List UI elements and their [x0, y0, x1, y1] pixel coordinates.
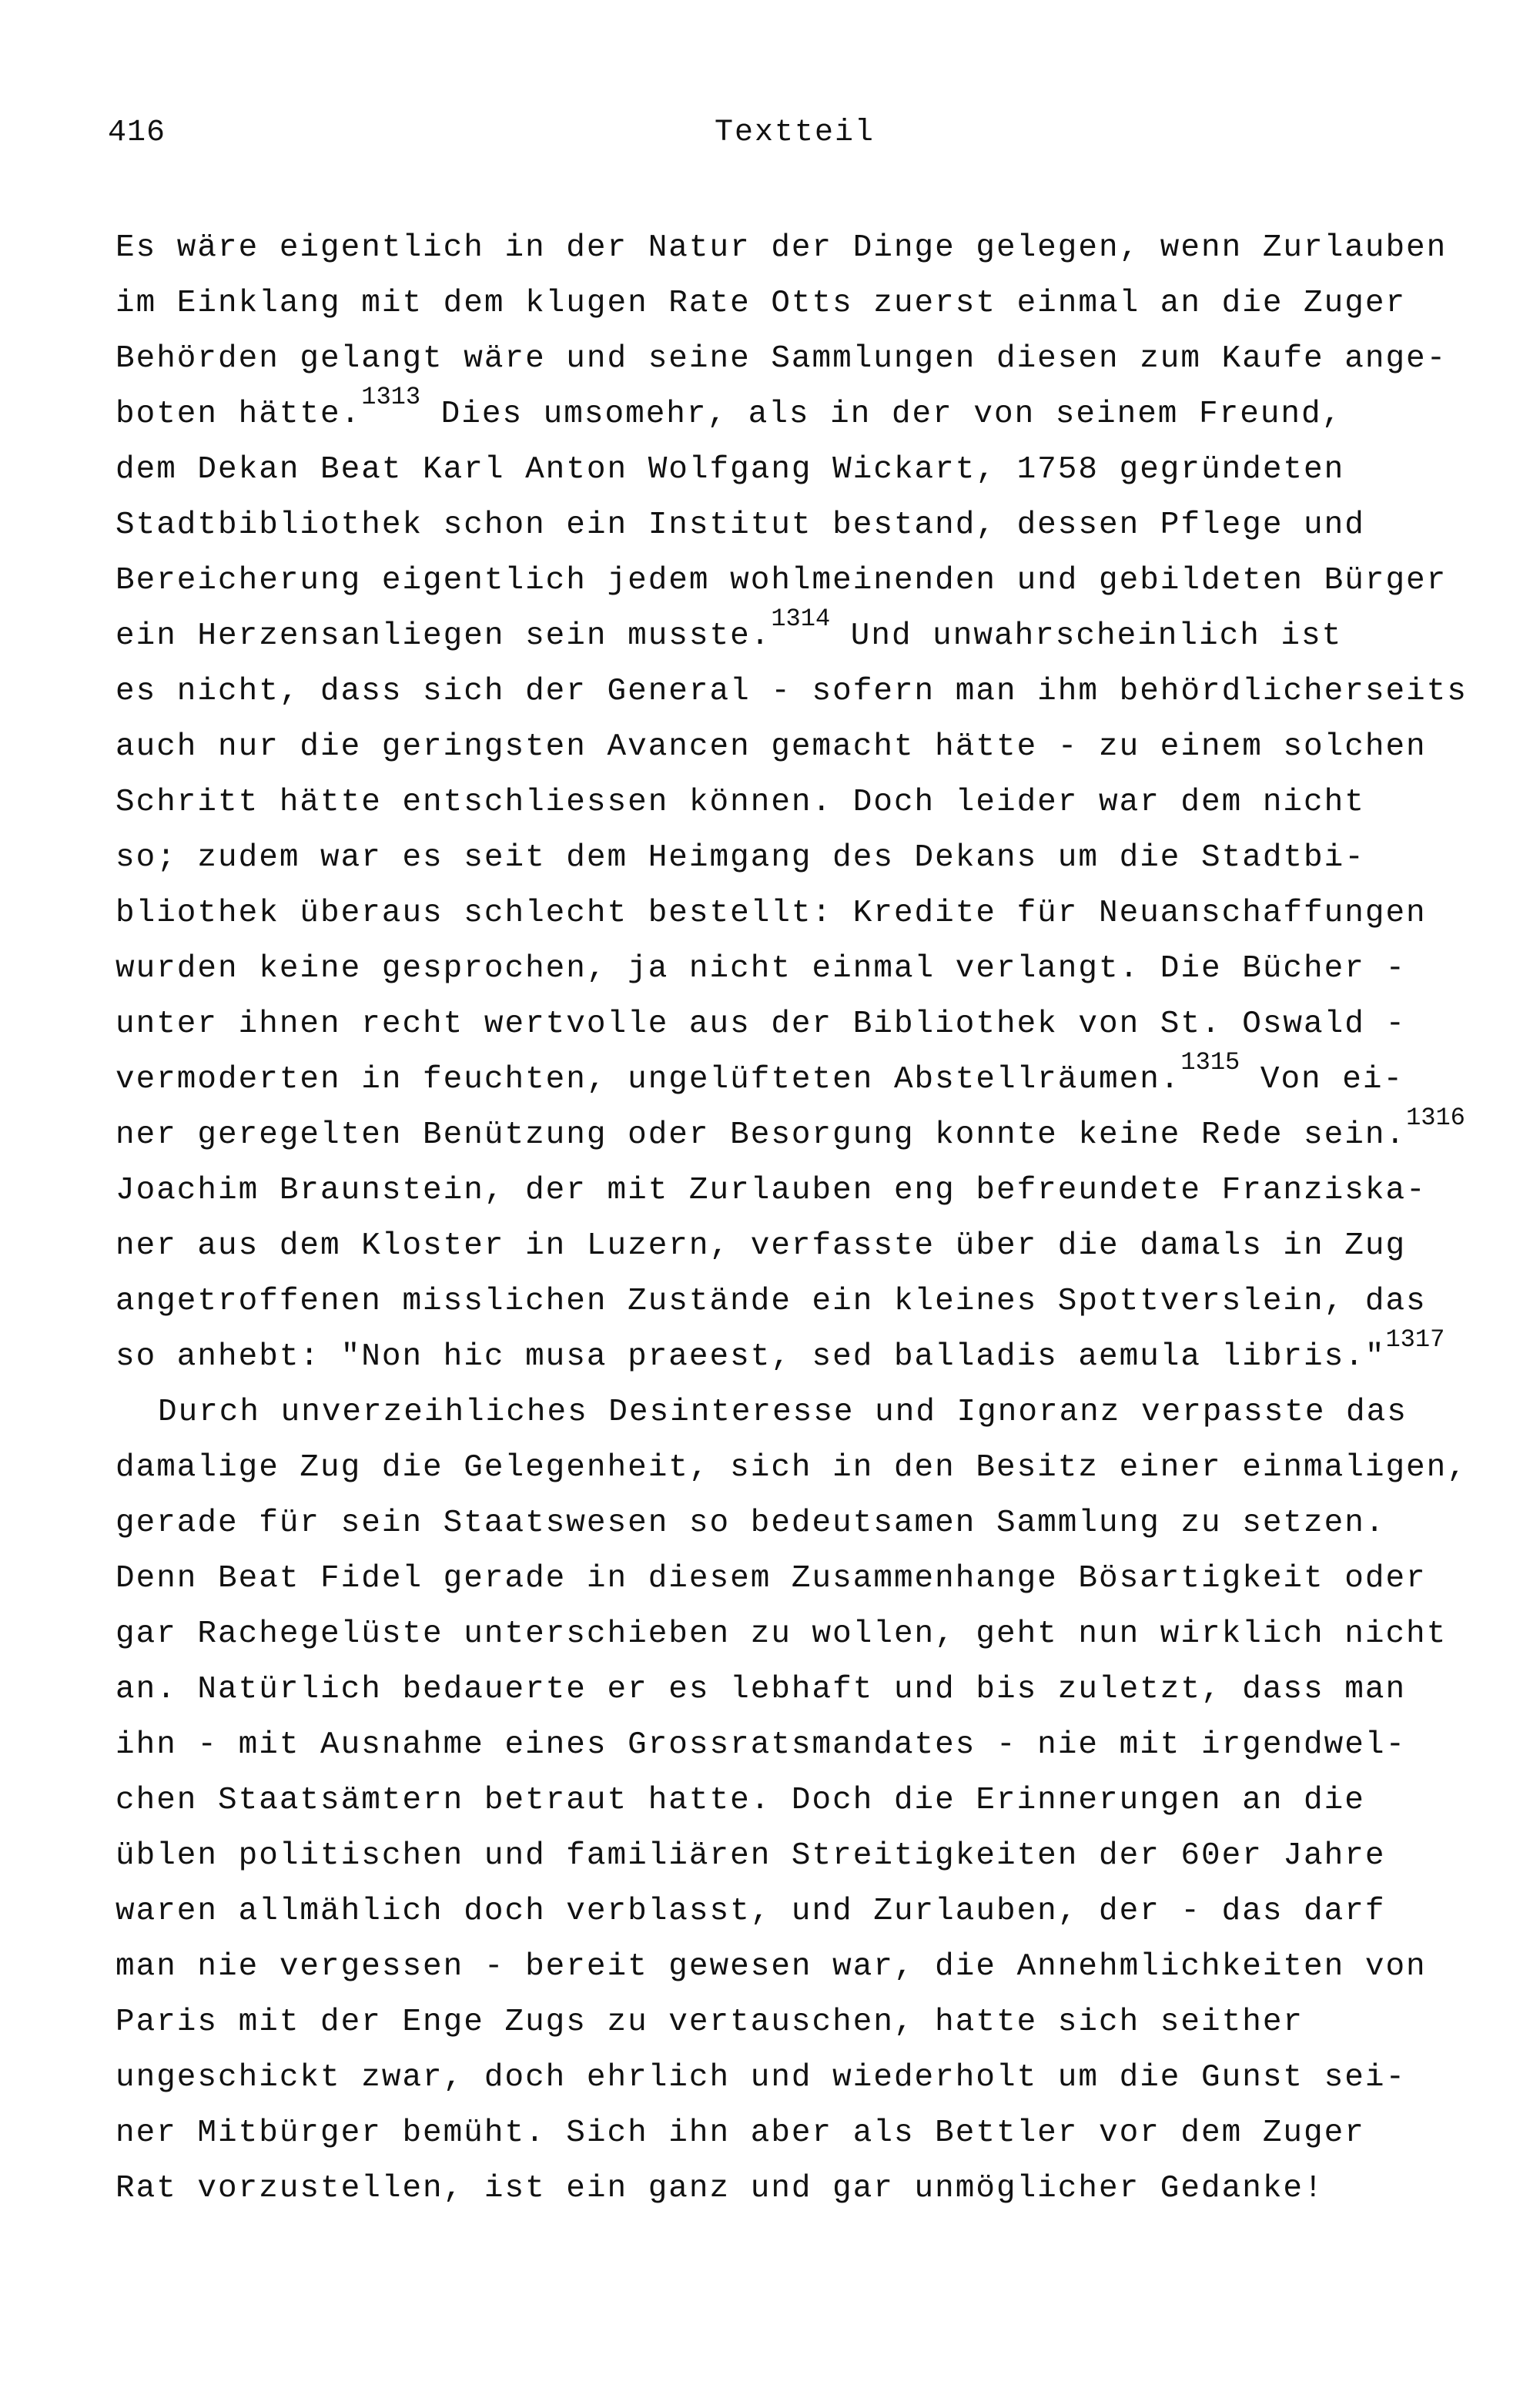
page-number: 416: [108, 116, 166, 150]
text-segment: im Einklang mit dem klugen Rate Otts zuerst einmal an die Zuger: [116, 286, 1407, 321]
text-line: [116, 941, 1517, 997]
text-segment: gerade für sein Staatswesen so bedeutsamen Sammlung zu setzen.: [116, 1506, 1386, 1541]
footnote-reference: 1317: [1385, 1325, 1445, 1354]
text-line: [116, 442, 1517, 497]
text-segment: es nicht, dass sich der General - sofern man ihm behördlicherseits: [116, 674, 1468, 709]
text-line: [116, 775, 1517, 830]
text-line: [116, 830, 1517, 886]
text-segment: chen Staatsämtern betraut hatte. Doch die Erinnerungen an die: [116, 1783, 1365, 1818]
text-line: [116, 1163, 1517, 1218]
text-segment: ner Mitbürger bemüht. Sich ihn aber als Bettler vor dem Zuger: [116, 2115, 1365, 2151]
text-line: [116, 1995, 1517, 2050]
text-line: [116, 1440, 1517, 1496]
text-segment: damalige Zug die Gelegenheit, sich in den Besitz einer einmaligen,: [116, 1450, 1468, 1486]
text-line: [116, 2161, 1517, 2216]
text-line: [116, 1884, 1517, 1939]
text-segment: Denn Beat Fidel gerade in diesem Zusammenhange Bösartigkeit oder: [116, 1561, 1427, 1596]
text-segment: ihn - mit Ausnahme eines Grossratsmandates - nie mit irgendwel-: [116, 1727, 1407, 1763]
text-segment: dem Dekan Beat Karl Anton Wolfgang Wickart, 1758 gegründeten: [116, 452, 1345, 487]
text-segment: an. Natürlich bedauerte er es lebhaft und bis zuletzt, dass man: [116, 1672, 1407, 1707]
text-line: [116, 497, 1517, 553]
text-segment: angetroffenen misslichen Zustände ein kleines Spottverslein, das: [116, 1284, 1427, 1319]
text-segment: Behörden gelangt wäre und seine Sammlungen diesen zum Kaufe ange-: [116, 341, 1448, 377]
text-segment: Paris mit der Enge Zugs zu vertauschen, hatte sich seither: [116, 2005, 1304, 2040]
footnote-reference: 1315: [1180, 1048, 1240, 1077]
text-segment: ein Herzensanliegen sein musste.: [116, 618, 772, 654]
text-line: [116, 1218, 1517, 1274]
text-segment: bliothek überaus schlecht bestellt: Kredite für Neuanschaffungen: [116, 896, 1427, 931]
text-line: [116, 1048, 1517, 1107]
text-line: [116, 220, 1517, 276]
footnote-reference: 1314: [771, 605, 831, 633]
text-line: [116, 1385, 1517, 1440]
text-segment: Durch unverzeihliches Desinteresse und Ignoranz verpasste das: [158, 1395, 1408, 1430]
footnote-reference: 1313: [361, 383, 421, 411]
text-line: [116, 1939, 1517, 1995]
text-line: [116, 997, 1517, 1052]
text-segment: ungeschickt zwar, doch ehrlich und wiederholt um die Gunst sei-: [116, 2060, 1407, 2095]
text-line: [116, 1496, 1517, 1551]
text-line: [116, 2050, 1517, 2105]
text-line: [116, 664, 1517, 719]
text-segment: Joachim Braunstein, der mit Zurlauben eng befreundete Franziska-: [116, 1173, 1427, 1208]
text-segment: so anhebt: "Non hic musa praeest, sed balladis aemula libris.": [116, 1339, 1386, 1375]
text-line: [116, 1551, 1517, 1606]
text-segment: ner geregelten Benützung oder Besorgung konnte keine Rede sein.: [116, 1117, 1407, 1153]
text-segment: Dies umsomehr, als in der von seinem Freund,: [420, 397, 1343, 432]
text-line: [116, 1662, 1517, 1717]
text-line: [116, 2105, 1517, 2161]
text-segment: Von ei-: [1240, 1062, 1404, 1097]
text-line: [116, 276, 1517, 331]
text-line: [116, 1717, 1517, 1773]
text-segment: Stadtbibliothek schon ein Institut bestand, dessen Pflege und: [116, 507, 1365, 543]
text-line: [116, 1828, 1517, 1884]
text-segment: üblen politischen und familiären Streitigkeiten der 60er Jahre: [116, 1838, 1386, 1874]
text-segment: vermoderten in feuchten, ungelüfteten Abstellräumen.: [116, 1062, 1181, 1097]
text-segment: ner aus dem Kloster in Luzern, verfasste über die damals in Zug: [116, 1228, 1407, 1264]
text-line: [116, 383, 1517, 442]
running-head: Textteil: [715, 116, 875, 150]
text-line: [116, 1325, 1517, 1385]
text-line: [116, 1606, 1517, 1662]
text-line: [116, 1274, 1517, 1329]
text-segment: Bereicherung eigentlich jedem wohlmeinenden und gebildeten Bürger: [116, 563, 1448, 598]
body-text: [116, 220, 1517, 2216]
text-line: [116, 1773, 1517, 1828]
text-segment: man nie vergessen - bereit gewesen war, die Annehmlichkeiten von: [116, 1949, 1427, 1985]
text-line: [116, 1104, 1517, 1163]
text-segment: Rat vorzustellen, ist ein ganz und gar unmöglicher Gedanke!: [116, 2171, 1324, 2206]
text-segment: Es wäre eigentlich in der Natur der Dinge gelegen, wenn Zurlauben: [116, 230, 1448, 266]
text-segment: gar Rachegelüste unterschieben zu wollen, geht nun wirklich nicht: [116, 1616, 1448, 1652]
text-line: [116, 331, 1517, 387]
text-segment: waren allmählich doch verblasst, und Zurlauben, der - das darf: [116, 1894, 1386, 1929]
text-line: [116, 886, 1517, 941]
text-segment: wurden keine gesprochen, ja nicht einmal verlangt. Die Bücher -: [116, 951, 1407, 986]
footnote-reference: 1316: [1406, 1104, 1465, 1132]
text-line: [116, 605, 1517, 664]
text-segment: so; zudem war es seit dem Heimgang des Dekans um die Stadtbi-: [116, 840, 1365, 876]
text-segment: auch nur die geringsten Avancen gemacht hätte - zu einem solchen: [116, 729, 1427, 765]
text-segment: Schritt hätte entschliessen können. Doch leider war dem nicht: [116, 785, 1365, 820]
text-segment: boten hätte.: [116, 397, 362, 432]
text-segment: unter ihnen recht wertvolle aus der Bibliothek von St. Oswald -: [116, 1007, 1407, 1042]
text-line: [116, 719, 1517, 775]
text-line: [116, 553, 1517, 608]
text-segment: Und unwahrscheinlich ist: [830, 618, 1343, 654]
